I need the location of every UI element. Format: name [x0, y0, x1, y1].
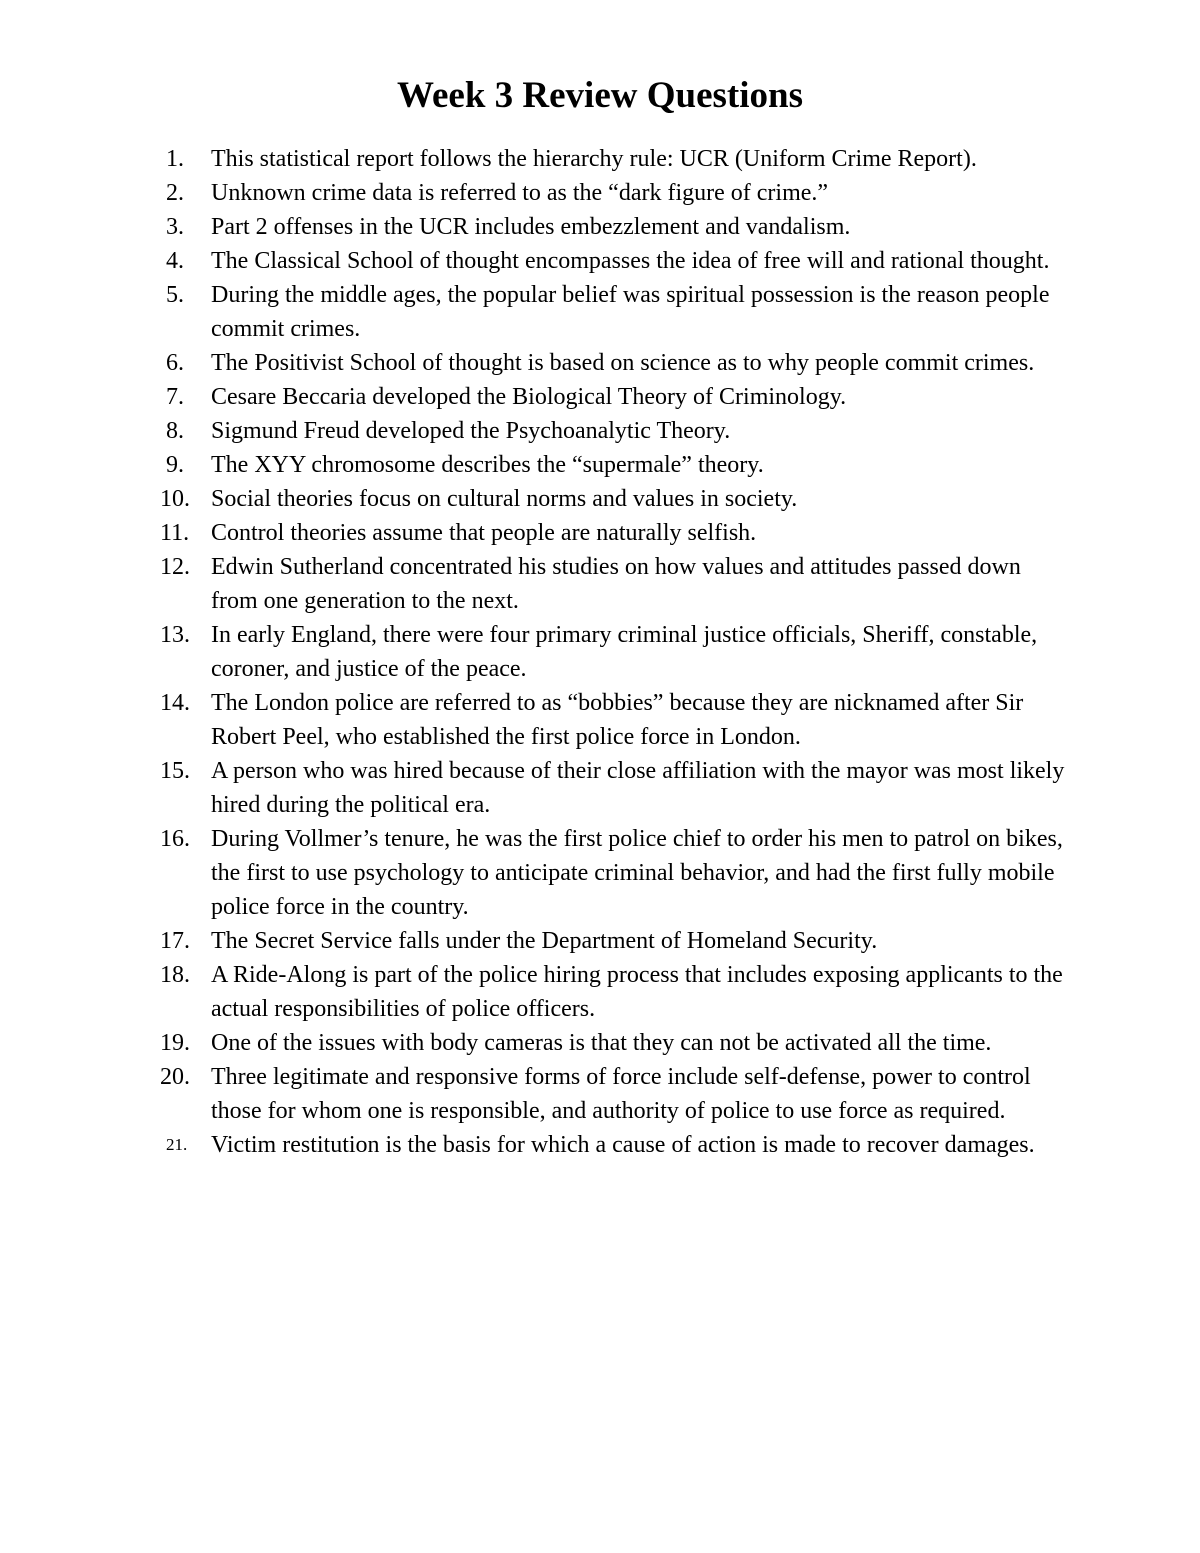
list-item: [0, 822, 1200, 924]
list-item-number: 4.: [166, 248, 184, 274]
list-item-text: Edwin Sutherland concentrated his studies on how values and attitudes passed down from one generation to the next.: [211, 554, 1021, 614]
list-item: [0, 1128, 1200, 1162]
list-item-number: 20.: [160, 1064, 190, 1090]
list-item-text: A person who was hired because of their close affiliation with the mayor was most likely hired during the political era.: [211, 758, 1065, 818]
list-item-text: Sigmund Freud developed the Psychoanalytic Theory.: [211, 418, 731, 444]
list-item: [0, 1060, 1200, 1128]
list-item: [0, 142, 1200, 176]
list-item-text: In early England, there were four primary criminal justice officials, Sheriff, constable, coroner, and justice of the peace.: [211, 622, 1038, 682]
list-item: [0, 414, 1200, 448]
list-item: [0, 244, 1200, 278]
list-item: [0, 176, 1200, 210]
list-item-text: During the middle ages, the popular belief was spiritual possession is the reason people commit crimes.: [211, 282, 1050, 342]
list-item-text: The Positivist School of thought is based on science as to why people commit crimes.: [211, 350, 1035, 376]
list-item: [0, 210, 1200, 244]
list-item-number: 17.: [160, 928, 190, 954]
list-item: [0, 550, 1200, 618]
list-item: [0, 1026, 1200, 1060]
list-item-text: Unknown crime data is referred to as the “dark figure of crime.”: [211, 180, 829, 206]
question-list: [0, 142, 1200, 1162]
list-item: [0, 278, 1200, 346]
list-item-text: This statistical report follows the hierarchy rule: UCR (Uniform Crime Report).: [211, 146, 977, 172]
list-item-number: 12.: [160, 554, 190, 580]
list-item: [0, 482, 1200, 516]
list-item-number: 10.: [160, 486, 190, 512]
list-item-number: 5.: [166, 282, 184, 308]
list-item: [0, 380, 1200, 414]
list-item-number: 11.: [160, 520, 190, 546]
list-item-text: During Vollmer’s tenure, he was the first police chief to order his men to patrol on bikes, the first to use psychology to anticipate criminal behavior, and had the first fully mobile police force in the country.: [211, 826, 1063, 920]
list-item-number: 3.: [166, 214, 184, 240]
list-item-text: Control theories assume that people are naturally selfish.: [211, 520, 757, 546]
list-item-number: 15.: [160, 758, 190, 784]
list-item-number: 21.: [166, 1135, 188, 1154]
list-item: [0, 618, 1200, 686]
list-item: [0, 958, 1200, 1026]
list-item-text: Victim restitution is the basis for which a cause of action is made to recover damages.: [211, 1132, 1035, 1158]
list-item-number: 14.: [160, 690, 190, 716]
list-item-number: 6.: [166, 350, 184, 376]
list-item-number: 18.: [160, 962, 190, 988]
list-item: [0, 448, 1200, 482]
list-item: [0, 754, 1200, 822]
list-item-text: Cesare Beccaria developed the Biological Theory of Criminology.: [211, 384, 847, 410]
list-item-text: One of the issues with body cameras is that they can not be activated all the time.: [211, 1030, 992, 1056]
list-item-text: The XYY chromosome describes the “supermale” theory.: [211, 452, 764, 478]
list-item-number: 13.: [160, 622, 190, 648]
list-item-number: 19.: [160, 1030, 190, 1056]
list-item-number: 8.: [166, 418, 184, 444]
list-item-text: The London police are referred to as “bobbies” because they are nicknamed after Sir Robert Peel, who established the first police force in London.: [211, 690, 1024, 750]
list-item: [0, 516, 1200, 550]
page-title: Week 3 Review Questions: [397, 75, 803, 116]
list-item-text: Three legitimate and responsive forms of force include self-defense, power to control those for whom one is responsible, and authority of police to use force as required.: [211, 1064, 1031, 1124]
list-item-text: Social theories focus on cultural norms and values in society.: [211, 486, 798, 512]
list-item-number: 7.: [166, 384, 184, 410]
list-item: [0, 346, 1200, 380]
list-item-number: 2.: [166, 180, 184, 206]
list-item: [0, 924, 1200, 958]
list-item: [0, 686, 1200, 754]
list-item-text: The Classical School of thought encompasses the idea of free will and rational thought.: [211, 248, 1050, 274]
list-item-number: 16.: [160, 826, 190, 852]
list-item-text: A Ride-Along is part of the police hiring process that includes exposing applicants to the actual responsibilities of police officers.: [211, 962, 1063, 1022]
list-item-text: The Secret Service falls under the Department of Homeland Security.: [211, 928, 878, 954]
list-item-number: 9.: [166, 452, 184, 478]
list-item-number: 1.: [166, 146, 184, 172]
list-item-text: Part 2 offenses in the UCR includes embezzlement and vandalism.: [211, 214, 851, 240]
